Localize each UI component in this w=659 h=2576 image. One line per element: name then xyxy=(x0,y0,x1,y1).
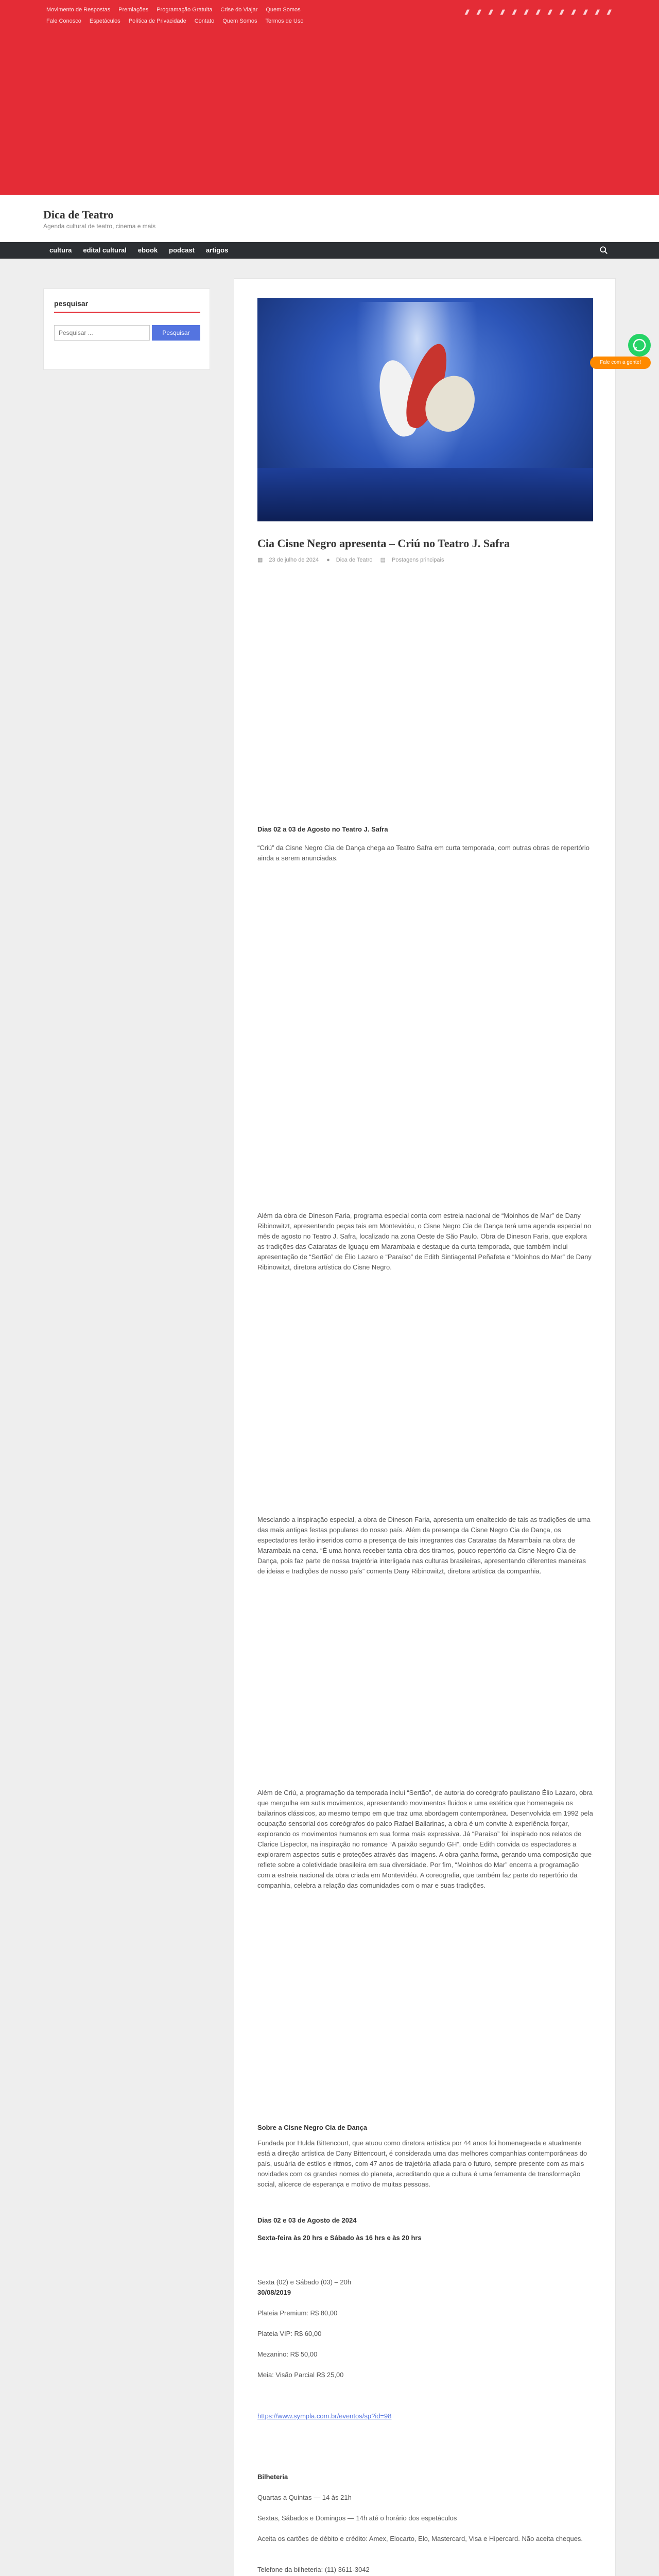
price-line: Mezanino: R$ 50,00 xyxy=(257,2350,318,2358)
post-paragraph: Fundada por Hulda Bittencourt, que atuou como diretora artística por 44 anos foi homenageada e atualmente está a direção artística de Dany Bittencourt, é considerada uma das melhores companhias contemporâneas do país, usuária de estilos e ritmos, com 47 anos de trajetória afiada para o futuro, sempre presente com as mais novidades com os grandes nomes do planeta, acreditando que a cultura é uma ferramenta de transformação social, alicerce de esperança e motivo de muitas pessoas. xyxy=(257,2139,587,2188)
price-line: Meia: Visão Parcial R$ 25,00 xyxy=(257,2371,344,2379)
session-info: Sexta (02) e Sábado (03) – 20h xyxy=(257,2278,352,2286)
whatsapp-icon[interactable] xyxy=(628,334,651,357)
pinterest-icon[interactable]: ▮ xyxy=(534,8,542,15)
top-menu-link[interactable]: Contato xyxy=(194,18,215,24)
post-paragraph: Sextas, Sábados e Domingos — 14h até o horário dos espetáculos xyxy=(257,2514,457,2522)
post-meta xyxy=(257,556,450,563)
site-description: Agenda cultural de teatro, cinema e mais xyxy=(43,223,156,230)
top-menu-link[interactable]: Termos de Uso xyxy=(265,18,304,24)
top-bar xyxy=(0,0,659,195)
event-dates: Dias 02 e 03 de Agosto de 2024 xyxy=(257,2216,357,2224)
facebook-icon[interactable]: ▮ xyxy=(463,8,471,15)
widget-divider xyxy=(54,312,200,313)
top-menu-link[interactable]: Política de Privacidade xyxy=(128,18,186,24)
spotify-icon[interactable]: ▮ xyxy=(594,8,601,15)
post-date[interactable]: 23 de julho de 2024 xyxy=(269,557,319,563)
chat-button[interactable]: Fale com a gente! xyxy=(590,357,651,369)
rss-icon[interactable]: ▮ xyxy=(570,8,578,15)
social-icons xyxy=(460,7,614,16)
youtube-icon[interactable]: ▮ xyxy=(499,8,507,15)
top-menu-link[interactable]: Crise do Viajar xyxy=(220,7,258,13)
linkedin-icon[interactable]: ▮ xyxy=(523,8,530,15)
post-paragraph: Além de Criú, a programação da temporada inclui “Sertão”, de autoria do coreógrafo paulistano Élio Lazaro, obra que mergulha em sutis movimentos, apresentando movimentos fluidos e uma estética que homenageia os bailarinos clássicos, ao mesmo tempo em que traz uma abordagem contemporânea. Desenvolvida em 1992 pela ocupação sensorial dos coreógrafos do palco Rafael Ballarinas, a obra é um convite à experiência forçar, explorando os movimentos humanos em sua forma mais expressiva. Já “Paraíso” foi inspirado nos relatos de Clarice Lispector, na inspiração no romance “A paixão segundo GH”, onde Edith convida os espectadores a explorarem aspectos sutis e proteções através das imagens. A obra ganha forma, gerando uma composição que reflete sobre a coletividade brasileira em sua diversidade. Por fim, “Moinhos do Mar” encerra a programação com a estreia nacional da obra criada em Montevidéu. A coreografia, que também faz parte do repertório da companhia, celebra a relação das comunidades com o mar e suas tradições. xyxy=(257,1789,593,1889)
nav-item-artigos[interactable]: artigos xyxy=(206,246,229,254)
user-icon: ● xyxy=(326,557,330,563)
calendar-icon: ▦ xyxy=(257,557,263,563)
session-date: 30/08/2019 xyxy=(257,2289,291,2296)
top-menu xyxy=(46,4,335,27)
search-widget xyxy=(43,289,210,370)
threads-icon[interactable]: ▮ xyxy=(605,8,613,15)
tiktok-icon[interactable]: ▮ xyxy=(511,8,518,15)
search-icon[interactable] xyxy=(599,246,609,255)
search-button[interactable]: Pesquisar xyxy=(152,325,200,341)
x-icon[interactable]: ▮ xyxy=(487,8,495,15)
search-input[interactable] xyxy=(54,325,150,341)
post-title: Cia Cisne Negro apresenta – Criú no Teatro J. Safra xyxy=(257,537,510,550)
post-subtitle: Dias 02 a 03 de Agosto no Teatro J. Safra xyxy=(257,825,388,833)
post-paragraph: Mesclando a inspiração especial, a obra de Dineson Faria, apresenta um enaltecido de tais as tradições de uma das mais antigas festas populares do nosso país. Além da presença da Cisne Negro Cia de Dança, os espectadores terão inseridos como a presença de tais integrantes das Cataratas da Marambaia na obra de Marambaia na cena. “É uma honra receber tanta obra dos tiramos, pouco repertório da Cisne Negro Cia de Dança, pois faz parte de nossa trajetória interligada nas culturas brasileiras, apresentando diferentes maneiras de ideias e tradições de nosso país” comenta Dany Ribinowitzt, diretora artística da companhia. xyxy=(257,1516,591,1575)
post-paragraph: Além da obra de Dineson Faria, programa especial conta com estreia nacional de “Moinhos de Mar” de Dany Ribinowitzt, apresentando peças tais em Montevidéu, o Cisne Negro Cia de Dança terá uma agenda especial no mês de agosto no Teatro J. Safra, localizado na zona Oeste de São Paulo. Obra de Dineson Faria, que explora as tradições das Cataratas de Iguaçu em Marambaia e destaque da curta temporada, que também inclui apresentação de “Sertão” de Élio Lazaro e “Paraíso” de Edith Sintiagental Peñafeta e “Moinhos do Mar” de Dany Ribinowitzt, diretora artística do Cisne Negro. xyxy=(257,1212,592,1271)
top-menu-link[interactable]: Quem Somos xyxy=(266,7,301,13)
folder-icon: ▤ xyxy=(380,557,386,563)
post-category[interactable]: Postagens principais xyxy=(391,557,444,563)
post-paragraph: “Criú” da Cisne Negro Cia de Dança chega ao Teatro Safra em curta temporada, com outras obras de repertório ainda a serem anunciadas. xyxy=(257,844,590,862)
post-author[interactable]: Dica de Teatro xyxy=(336,557,373,563)
top-menu-link[interactable]: Quem Somos xyxy=(222,18,257,24)
nav-items xyxy=(49,242,239,259)
post-paragraph: Telefone da bilheteria: (11) 3611-3042 xyxy=(257,2566,370,2573)
primary-nav xyxy=(0,242,659,259)
telegram-icon[interactable]: ▮ xyxy=(558,8,566,15)
section-heading: Bilheteria xyxy=(257,2473,288,2481)
email-icon[interactable]: ▮ xyxy=(582,8,589,15)
top-menu-link[interactable]: Espetáculos xyxy=(89,18,120,24)
nav-item-podcast[interactable]: podcast xyxy=(169,246,195,254)
top-menu-link[interactable]: Premiações xyxy=(118,7,149,13)
nav-item-ebook[interactable]: ebook xyxy=(137,246,158,254)
instagram-icon[interactable]: ▮ xyxy=(475,8,483,15)
post-paragraph: Quartas a Quintas — 14 às 21h xyxy=(257,2494,352,2501)
event-times: Sexta-feira às 20 hrs e Sábado às 16 hrs e às 20 hrs xyxy=(257,2234,422,2242)
price-line: Plateia Premium: R$ 80,00 xyxy=(257,2309,338,2317)
whatsapp-icon[interactable]: ▮ xyxy=(546,8,554,15)
nav-item-cultura[interactable]: cultura xyxy=(49,246,72,254)
price-line: Plateia VIP: R$ 60,00 xyxy=(257,2330,322,2337)
post-paragraph: Aceita os cartões de débito e crédito: Amex, Elocarto, Elo, Mastercard, Visa e Hipercard. Não aceita cheques. xyxy=(257,2535,583,2543)
widget-title: pesquisar xyxy=(54,299,89,308)
site-title[interactable]: Dica de Teatro xyxy=(43,208,114,221)
top-menu-link[interactable]: Fale Conosco xyxy=(46,18,81,24)
stage-floor xyxy=(257,468,593,521)
top-menu-link[interactable]: Programação Gratuita xyxy=(157,7,213,13)
top-menu-link[interactable]: Movimento de Respostas xyxy=(46,7,111,13)
featured-image xyxy=(257,298,593,521)
nav-item-edital-cultural[interactable]: edital cultural xyxy=(83,246,127,254)
whatsapp-glyph xyxy=(628,334,651,357)
article-card xyxy=(234,278,616,2576)
ticket-link[interactable]: https://www.sympla.com.br/eventos/sp?id=98 xyxy=(257,2412,392,2420)
section-heading: Sobre a Cisne Negro Cia de Dança xyxy=(257,2124,368,2131)
